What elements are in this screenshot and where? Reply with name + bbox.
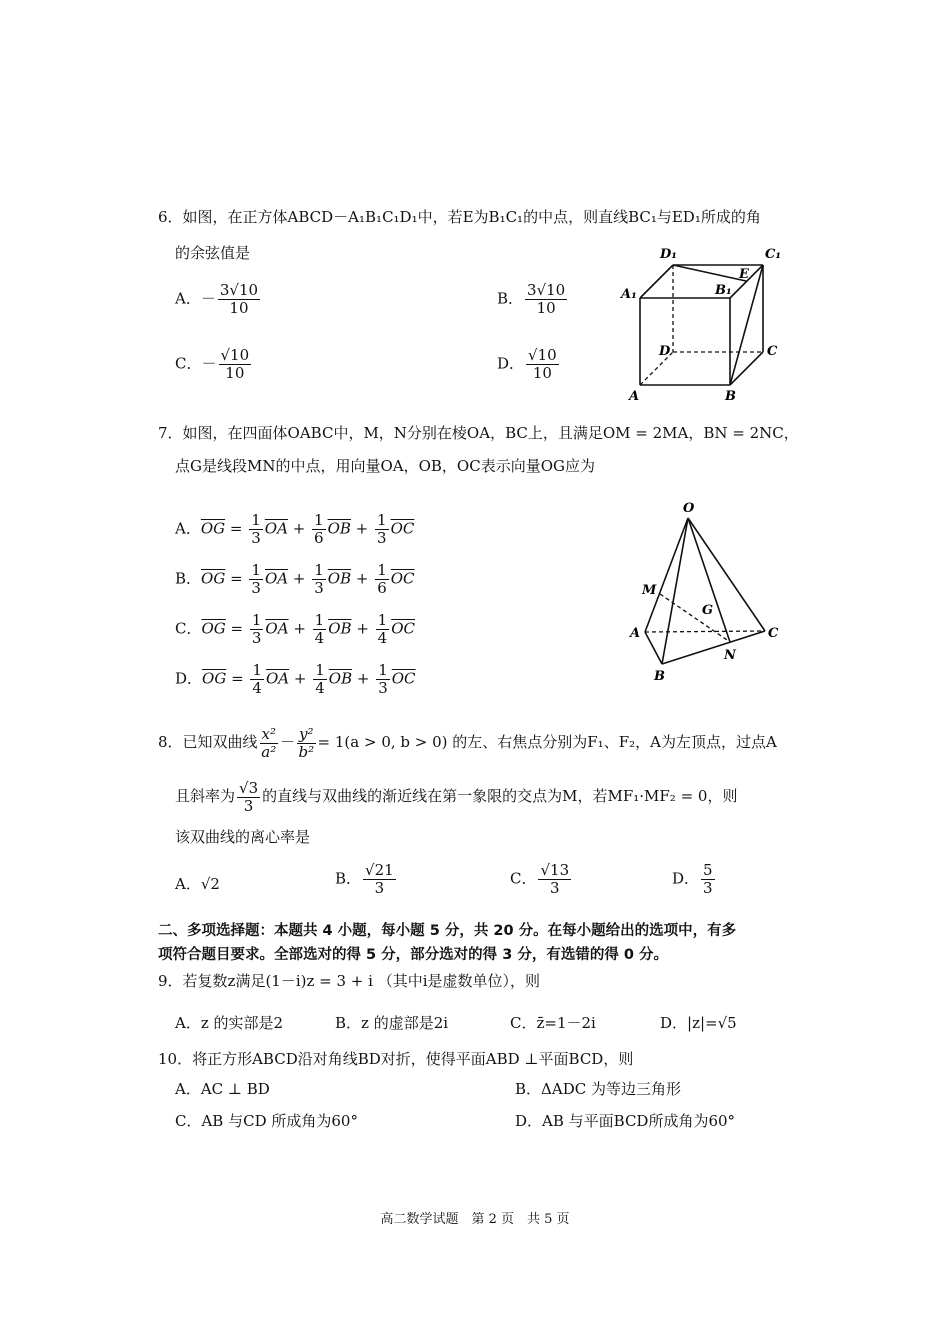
q10-option-c: C．AB 与CD 所成角为60° — [175, 1112, 358, 1130]
q8-option-d: D． $\frac{5}{3}$ — [672, 861, 713, 897]
section2-heading-line2: 项符合题目要求。全部选对的得 5 分，部分选对的得 3 分，有选错的得 0 分。 — [158, 947, 669, 963]
q7-option-a: A．$\overline{OG}$ = $\frac{1}{3}$ $\overline{OA}$ + $\frac{1}{6}$ $\overline{OB}$ + $\frac{1}{3}$ $\overline{OC}$ — [175, 511, 415, 547]
q10-option-d: D．AB 与平面BCD所成角为60° — [515, 1112, 736, 1130]
cube-figure — [615, 240, 795, 405]
q8-option-c: C． $\frac{√13}{3}$ — [510, 861, 570, 897]
tetra-label-g: G — [702, 603, 714, 618]
tetra-label-a: A — [630, 626, 641, 641]
q10-stem: 10．将正方形ABCD沿对角线BD对折，使得平面ABD ⊥平面BCD，则 — [158, 1050, 634, 1068]
q9-option-c: C．z̄=1－2i — [510, 1014, 596, 1032]
q6-stem-line2: 的余弦值是 — [175, 244, 251, 262]
q8-stem-line2: 且斜率为 $\frac{√3}{3}$ 的直线与双曲线的渐近线在第一象限的交点为M，若MF₁·MF₂ = 0，则 — [175, 778, 738, 815]
q8-option-b: B． $\frac{√21}{3}$ — [335, 861, 394, 897]
q8-stem-line1: 8．已知双曲线 $\frac{\text{x²}}{\text{a²}}$ － $\frac{\text{y²}}{\text{b²}}$ = 1(a > 0, b > 0) 的左、右焦点分别为F₁、F₂，A为左顶点，过点A — [158, 724, 777, 761]
tetra-label-n: N — [724, 648, 736, 663]
cube-label-d: D — [659, 344, 671, 359]
tetra-label-m: M — [642, 583, 657, 598]
cube-label-b1: B₁ — [715, 283, 732, 298]
q10-option-b: B．ΔADC 为等边三角形 — [515, 1080, 681, 1098]
q6-option-a: A．－ $\frac{3√10}{10}$ — [175, 281, 259, 317]
cube-label-c1: C₁ — [765, 247, 782, 262]
q7-stem-line1: 7．如图，在四面体OABC中，M，N分别在棱OA，BC上，且满足OM = 2MA，BN = 2NC， — [158, 424, 799, 442]
q6-option-b: B． $\frac{3√10}{10}$ — [497, 281, 566, 317]
q7-option-d: D．$\overline{OG}$ = $\frac{1}{4}$ $\overline{OA}$ + $\frac{1}{4}$ $\overline{OB}$ + $\frac{1}{3}$ $\overline{OC}$ — [175, 661, 416, 697]
cube-label-b: B — [725, 389, 736, 404]
cube-label-a: A — [629, 389, 640, 404]
q10-option-a: A．AC ⊥ BD — [175, 1080, 270, 1098]
q9-option-b: B．z 的虚部是2i — [335, 1014, 449, 1032]
q9-option-a: A．z 的实部是2 — [175, 1014, 284, 1032]
q7-option-b: B．$\overline{OG}$ = $\frac{1}{3}$ $\overline{OA}$ + $\frac{1}{3}$ $\overline{OB}$ + $\frac{1}{6}$ $\overline{OC}$ — [175, 561, 415, 597]
cube-label-c: C — [767, 344, 778, 359]
q7-stem-line2: 点G是线段MN的中点，用向量OA，OB，OC表示向量OG应为 — [175, 457, 595, 475]
tetra-label-b: B — [654, 669, 665, 684]
tetra-label-o: O — [683, 501, 695, 516]
page-footer: 高二数学试题 第 2 页 共 5 页 — [380, 1212, 570, 1227]
q6-option-c: C．－ $\frac{√10}{10}$ — [175, 346, 250, 382]
q7-option-c: C．$\overline{OG}$ = $\frac{1}{3}$ $\overline{OA}$ + $\frac{1}{4}$ $\overline{OB}$ + $\frac{1}{4}$ $\overline{OC}$ — [175, 611, 415, 647]
section2-heading-line1: 二、多项选择题：本题共 4 小题，每小题 5 分，共 20 分。在每小题给出的选项中，有多 — [158, 923, 737, 939]
tetra-label-c: C — [768, 626, 779, 641]
cube-label-d1: D₁ — [660, 247, 677, 262]
q8-option-a: A．√2 — [175, 875, 220, 893]
cube-label-e: E — [739, 267, 749, 282]
q6-option-d: D． $\frac{√10}{10}$ — [497, 346, 557, 382]
q9-option-d: D．|z|=√5 — [660, 1014, 737, 1032]
q9-stem: 9．若复数z满足(1－i)z = 3 + i （其中i是虚数单位），则 — [158, 972, 541, 990]
q6-stem-line1: 6．如图，在正方体ABCD－A₁B₁C₁D₁中，若E为B₁C₁的中点，则直线BC₁与ED₁所成的角 — [158, 208, 761, 226]
q8-stem-line3: 该双曲线的离心率是 — [175, 828, 311, 846]
cube-label-a1: A₁ — [621, 287, 637, 302]
tetrahedron-figure — [620, 498, 790, 688]
